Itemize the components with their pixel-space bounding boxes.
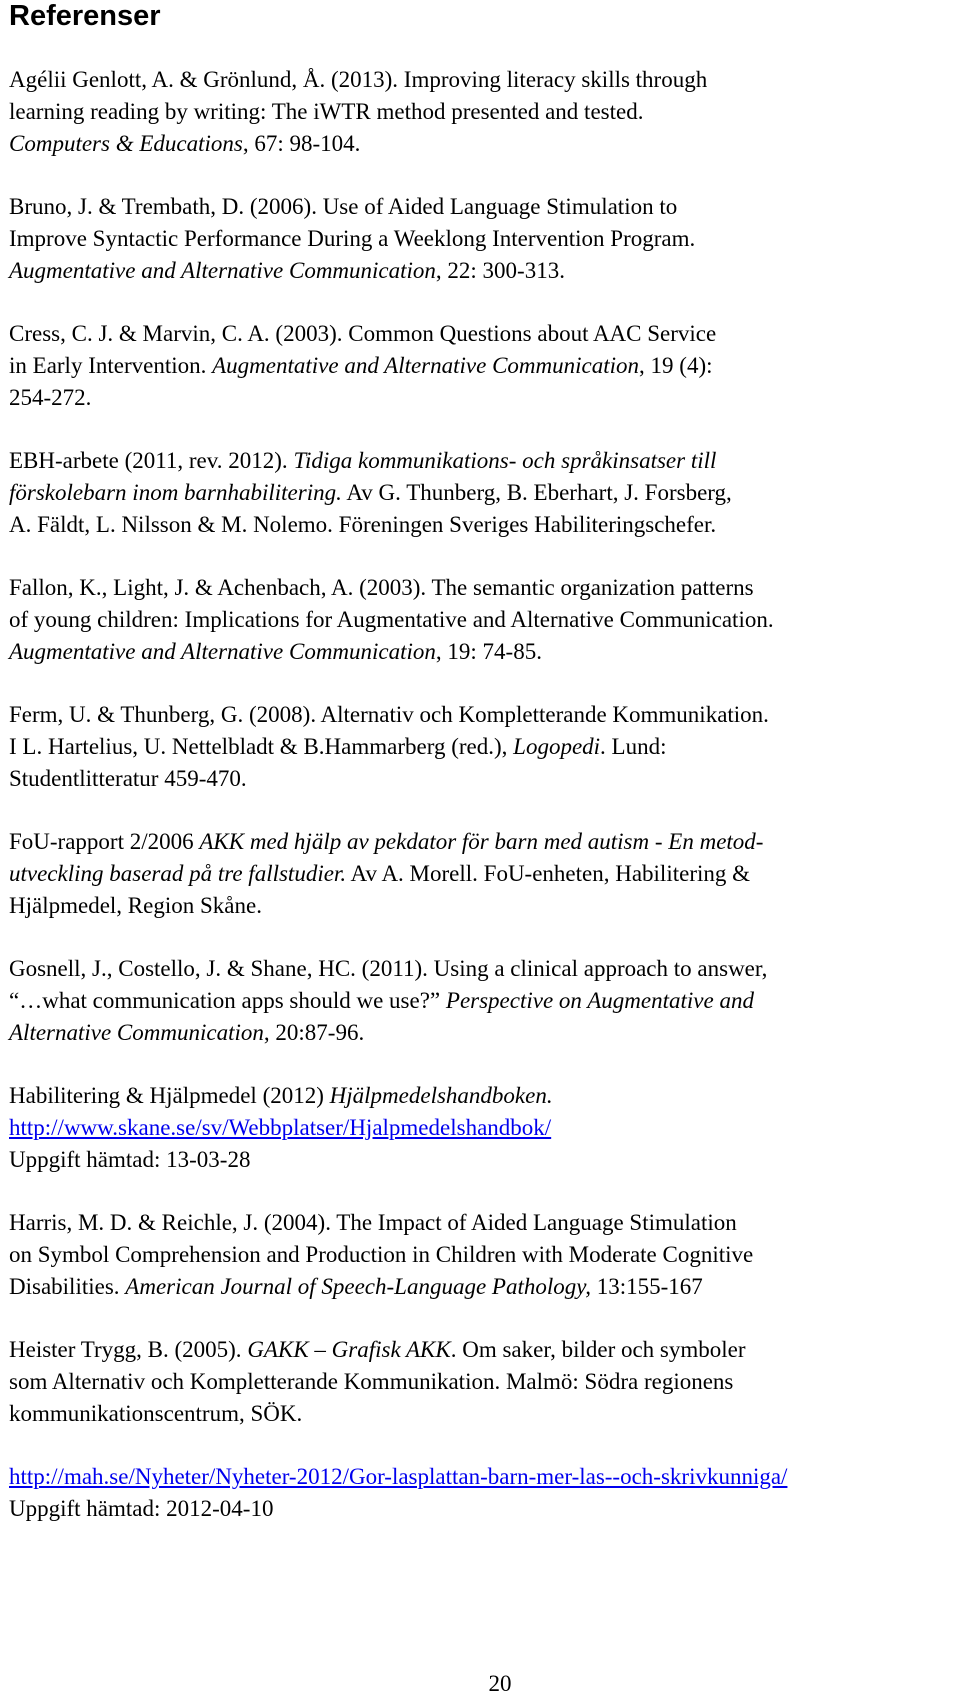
reference-entry bbox=[9, 572, 954, 668]
reference-text: A. Fäldt, L. Nilsson & M. Nolemo. Föreningen Sveriges Habiliteringschefer. bbox=[9, 512, 717, 537]
reference-text: Disabilities. bbox=[9, 1274, 126, 1299]
reference-text: 13:155-167 bbox=[590, 1274, 703, 1299]
reference-line bbox=[9, 890, 954, 922]
reference-italic-text: Tidiga kommunikations- och språkinsatser till bbox=[293, 448, 717, 473]
reference-line bbox=[9, 64, 954, 96]
reference-italic-text: Augmentative and Alternative Communication bbox=[9, 639, 436, 664]
reference-text: Heister Trygg, B. (2005). bbox=[9, 1337, 248, 1362]
reference-line bbox=[9, 1271, 954, 1303]
reference-italic-text: GAKK – Grafisk AKK bbox=[247, 1337, 451, 1362]
reference-text: , 67: 98-104. bbox=[242, 131, 361, 156]
reference-text: Cress, C. J. & Marvin, C. A. (2003). Common Questions about AAC Service bbox=[9, 321, 717, 346]
reference-entry bbox=[9, 953, 954, 1049]
reference-text: . Lund: bbox=[600, 734, 667, 759]
reference-italic-text: Computers & Educations bbox=[9, 131, 243, 156]
reference-line bbox=[9, 1239, 954, 1271]
reference-entry bbox=[9, 1080, 954, 1176]
reference-line bbox=[9, 1207, 954, 1239]
reference-line bbox=[9, 699, 954, 731]
reference-line bbox=[9, 1080, 954, 1112]
reference-line bbox=[9, 763, 954, 795]
reference-italic-text: Augmentative and Alternative Communication bbox=[9, 258, 436, 283]
reference-text: on Symbol Comprehension and Production in Children with Moderate Cognitive bbox=[9, 1242, 754, 1267]
reference-line bbox=[9, 445, 954, 477]
reference-line bbox=[9, 1112, 954, 1144]
reference-text: Fallon, K., Light, J. & Achenbach, A. (2003). The semantic organization patterns bbox=[9, 575, 754, 600]
reference-line bbox=[9, 191, 954, 223]
reference-entry bbox=[9, 318, 954, 414]
reference-line bbox=[9, 858, 954, 890]
reference-entry bbox=[9, 191, 954, 287]
reference-italic-text: förskolebarn inom barnhabilitering. bbox=[9, 480, 342, 505]
reference-line bbox=[9, 318, 954, 350]
reference-entry bbox=[9, 1207, 954, 1303]
reference-entry bbox=[9, 699, 954, 795]
reference-line bbox=[9, 1461, 954, 1493]
reference-entry bbox=[9, 826, 954, 922]
reference-text: Gosnell, J., Costello, J. & Shane, HC. (2011). Using a clinical approach to answer, bbox=[9, 956, 768, 981]
reference-text: som Alternativ och Kompletterande Kommunikation. Malmö: Södra regionens bbox=[9, 1369, 734, 1394]
reference-text: Improve Syntactic Performance During a Weeklong Intervention Program. bbox=[9, 226, 696, 251]
reference-text: , 19: 74-85. bbox=[435, 639, 542, 664]
reference-line bbox=[9, 255, 954, 287]
reference-line bbox=[9, 1398, 954, 1430]
reference-text: Uppgift hämtad: 13-03-28 bbox=[9, 1147, 251, 1172]
reference-line bbox=[9, 128, 954, 160]
reference-text: , 19 (4): bbox=[639, 353, 713, 378]
reference-line bbox=[9, 1493, 954, 1525]
reference-italic-text: Alternative Communication bbox=[9, 1020, 264, 1045]
reference-line bbox=[9, 477, 954, 509]
reference-text: Uppgift hämtad: 2012-04-10 bbox=[9, 1496, 274, 1521]
reference-list bbox=[9, 64, 954, 1556]
reference-text: . Om saker, bilder och symboler bbox=[450, 1337, 746, 1362]
reference-line bbox=[9, 350, 954, 382]
reference-italic-text: Logopedi bbox=[513, 734, 601, 759]
reference-line bbox=[9, 731, 954, 763]
reference-text: kommunikationscentrum, SÖK. bbox=[9, 1401, 303, 1426]
reference-line bbox=[9, 382, 954, 414]
reference-line bbox=[9, 572, 954, 604]
reference-line bbox=[9, 1017, 954, 1049]
reference-line bbox=[9, 96, 954, 128]
reference-text: EBH-arbete (2011, rev. 2012). bbox=[9, 448, 294, 473]
reference-text: , 20:87-96. bbox=[263, 1020, 365, 1045]
reference-line bbox=[9, 604, 954, 636]
reference-italic-text: American Journal of Speech-Language Pathology, bbox=[125, 1274, 591, 1299]
reference-text: Av A. Morell. FoU-enheten, Habilitering & bbox=[346, 861, 751, 886]
reference-italic-text: Hjälpmedelshandboken. bbox=[329, 1083, 553, 1108]
reference-line bbox=[9, 826, 954, 858]
page-number: 20 bbox=[488, 1671, 512, 1696]
reference-line bbox=[9, 509, 954, 541]
reference-text: Ferm, U. & Thunberg, G. (2008). Alternativ och Kompletterande Kommunikation. bbox=[9, 702, 769, 727]
reference-entry bbox=[9, 1461, 954, 1525]
reference-text: 254-272. bbox=[9, 385, 92, 410]
reference-line bbox=[9, 1144, 954, 1176]
reference-text: Hjälpmedel, Region Skåne. bbox=[9, 893, 262, 918]
reference-text: in Early Intervention. bbox=[9, 353, 213, 378]
reference-text: FoU-rapport 2/2006 bbox=[9, 829, 200, 854]
reference-italic-text: Augmentative and Alternative Communication bbox=[212, 353, 640, 378]
reference-line bbox=[9, 953, 954, 985]
reference-text: , 22: 300-313. bbox=[435, 258, 565, 283]
reference-text: of young children: Implications for Augmentative and Alternative Communication. bbox=[9, 607, 774, 632]
reference-text: Harris, M. D. & Reichle, J. (2004). The Impact of Aided Language Stimulation bbox=[9, 1210, 737, 1235]
reference-line bbox=[9, 223, 954, 255]
reference-text: Av G. Thunberg, B. Eberhart, J. Forsberg, bbox=[341, 480, 732, 505]
reference-line bbox=[9, 985, 954, 1017]
reference-text: “…what communication apps should we use?” bbox=[9, 988, 446, 1013]
reference-entry bbox=[9, 1334, 954, 1430]
page-title: Referenser bbox=[9, 0, 161, 32]
reference-link[interactable]: http://www.skane.se/sv/Webbplatser/Hjalpmedelshandbok/ bbox=[9, 1115, 552, 1140]
reference-text: Studentlitteratur 459-470. bbox=[9, 766, 247, 791]
reference-text: Habilitering & Hjälpmedel (2012) bbox=[9, 1083, 330, 1108]
reference-text: I L. Hartelius, U. Nettelbladt & B.Hammarberg (red.), bbox=[9, 734, 514, 759]
reference-entry bbox=[9, 64, 954, 160]
reference-italic-text: AKK med hjälp av pekdator för barn med autism - En metod- bbox=[199, 829, 764, 854]
reference-line bbox=[9, 1366, 954, 1398]
reference-line bbox=[9, 1334, 954, 1366]
reference-italic-text: Perspective on Augmentative and bbox=[445, 988, 754, 1013]
reference-entry bbox=[9, 445, 954, 541]
reference-text: Bruno, J. & Trembath, D. (2006). Use of Aided Language Stimulation to bbox=[9, 194, 678, 219]
reference-italic-text: utveckling baserad på tre fallstudier. bbox=[9, 861, 347, 886]
reference-link[interactable]: http://mah.se/Nyheter/Nyheter-2012/Gor-lasplattan-barn-mer-las--och-skrivkunniga/ bbox=[9, 1464, 788, 1489]
reference-text: learning reading by writing: The iWTR method presented and tested. bbox=[9, 99, 644, 124]
reference-line bbox=[9, 636, 954, 668]
reference-text: Agélii Genlott, A. & Grönlund, Å. (2013). Improving literacy skills through bbox=[9, 67, 708, 92]
